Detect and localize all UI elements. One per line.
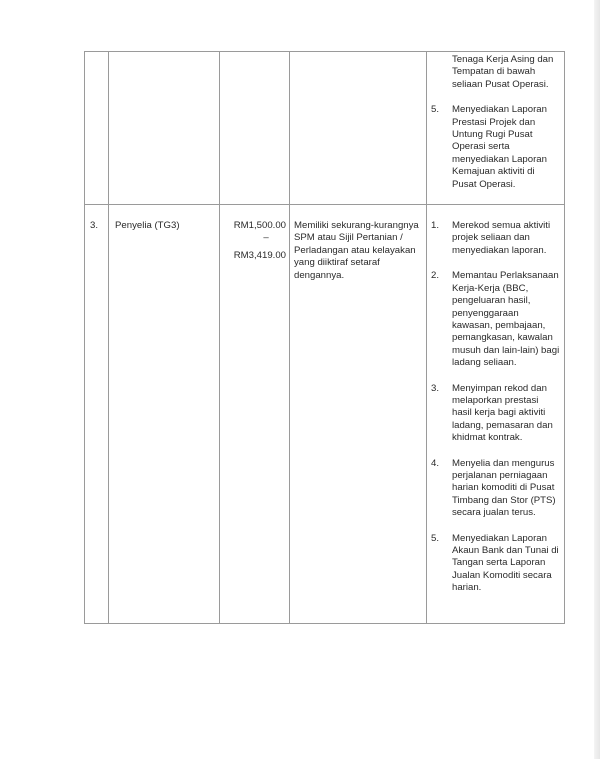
- cell-qualification: Memiliki sekurang-kurangnya SPM atau Sijil Pertanian / Perladangan atau kelayakan yang diiktiraf setaraf dengannya.: [290, 205, 427, 624]
- page-edge-shadow: [594, 0, 600, 759]
- task-text: Memantau Perlaksanaan Kerja-Kerja (BBC, pengeluaran hasil, penyenggaraan kawasan, pembajaan, pemangkasan, kawalan musuh dan lain-lain) bagi ladang seliaan.: [452, 270, 560, 369]
- table-row: [85, 205, 565, 624]
- task-number: 1.: [431, 220, 440, 232]
- cell-number: [85, 52, 109, 205]
- cell-tasks: [427, 205, 565, 624]
- salary-max: RM3,419.00: [233, 249, 286, 261]
- task-text: Tenaga Kerja Asing dan Tempatan di bawah seliaan Pusat Operasi.: [452, 54, 554, 90]
- task-item: [427, 383, 564, 445]
- task-item: [427, 220, 564, 257]
- task-number: 2.: [431, 270, 440, 282]
- task-number: 3.: [431, 382, 440, 394]
- task-number: 4.: [431, 457, 440, 469]
- cell-qualification: [290, 52, 427, 205]
- task-item: [427, 458, 564, 520]
- cell-tasks: [427, 52, 565, 205]
- task-text: Menyediakan Laporan Akaun Bank dan Tunai di Tangan serta Laporan Jualan Komoditi secara harian.: [452, 532, 559, 594]
- salary-separator: –: [263, 232, 269, 244]
- cell-salary: [220, 205, 290, 624]
- task-item: [427, 270, 564, 369]
- table-row: [85, 52, 565, 205]
- task-list: [427, 52, 564, 191]
- task-continuation: [427, 54, 564, 91]
- salary-min: RM1,500.00: [233, 220, 286, 232]
- cell-salary: [220, 52, 290, 205]
- task-list: [427, 205, 564, 595]
- job-table: [84, 51, 565, 624]
- cell-position: [109, 52, 220, 205]
- cell-position: Penyelia (TG3): [109, 205, 220, 624]
- task-number: 5.: [431, 104, 440, 116]
- task-item: [427, 104, 564, 191]
- cell-number: 3.: [85, 205, 109, 624]
- task-text: Merekod semua aktiviti projek seliaan dan menyediakan laporan.: [452, 220, 551, 256]
- task-text: Menyimpan rekod dan melaporkan prestasi hasil kerja bagi aktiviti ladang, pemasaran dan khidmat kontrak.: [452, 382, 553, 444]
- task-number: 5.: [431, 532, 440, 544]
- task-text: Menyediakan Laporan Prestasi Projek dan Untung Rugi Pusat Operasi serta menyediakan Laporan Kemajuan aktiviti di Pusat Operasi.: [452, 104, 547, 190]
- task-text: Menyelia dan mengurus perjalanan perniagaan harian komoditi di Pusat Timbang dan Stor (PTS) secara jualan terus.: [452, 457, 556, 519]
- task-item: [427, 533, 564, 595]
